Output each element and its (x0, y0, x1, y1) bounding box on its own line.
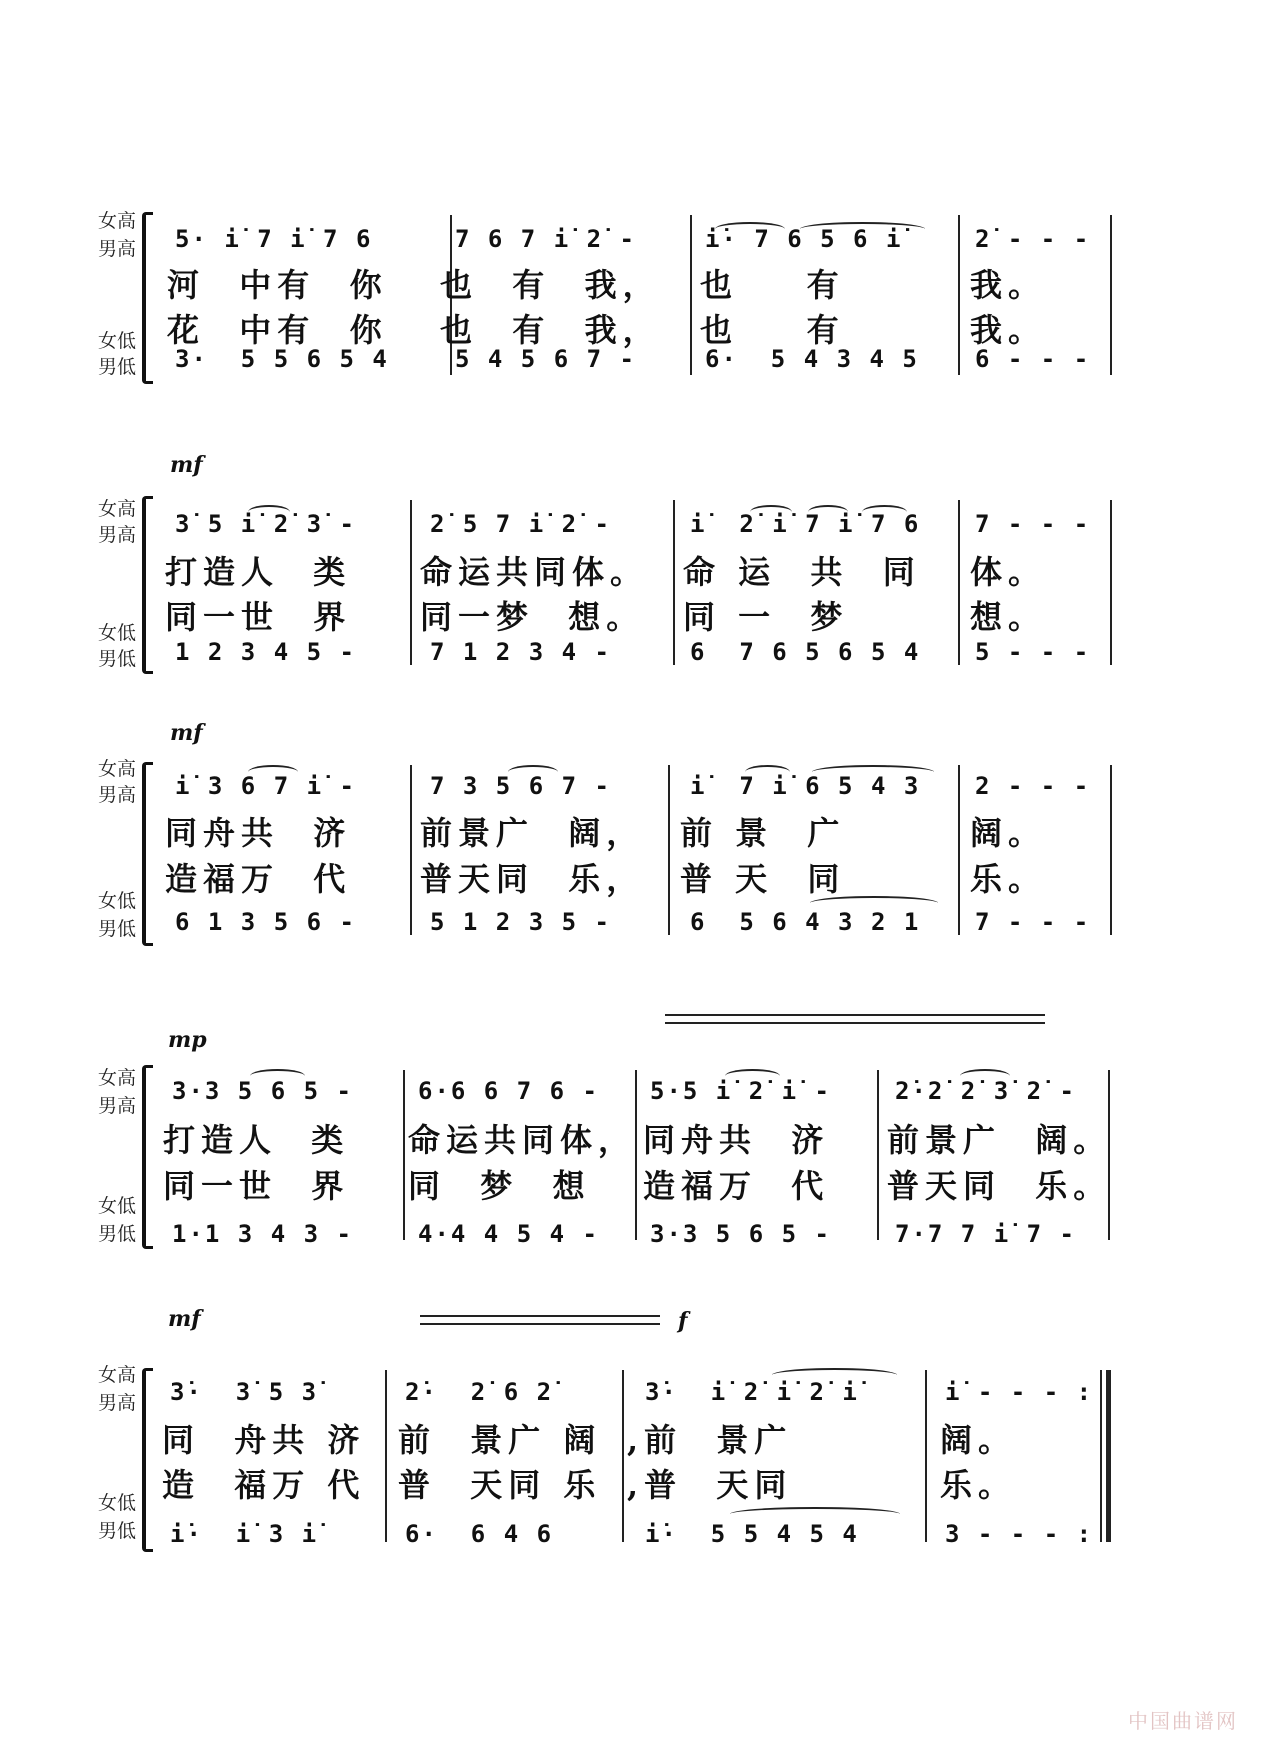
upper-measure: 3·3 5 6 5 - (172, 1077, 353, 1105)
lyric-line-1: 前景广 阔。 (887, 1121, 1112, 1159)
system-brace (142, 212, 153, 384)
lyric-line-2: 造 福万 代 (162, 1466, 366, 1504)
lower-measure: 7 - - - (975, 908, 1091, 936)
upper-part-label-2: 男高 (98, 238, 137, 260)
lyric-line-1: 我。 (970, 266, 1047, 304)
dynamic-marking: mp (168, 1027, 207, 1053)
lyric-line-1: 命 运 共 同 (683, 553, 921, 591)
slur (508, 765, 558, 779)
lower-measure: 3 - - - : (945, 1520, 1094, 1548)
barline (925, 1370, 927, 1542)
upper-part-label-2: 男高 (98, 1095, 137, 1117)
lower-part-label-1: 女低 (98, 1492, 137, 1514)
barline (958, 500, 960, 665)
slur (750, 505, 792, 519)
decrescendo-hairpin (665, 1014, 1045, 1024)
lyric-line-1: 打造人 类 (163, 1121, 350, 1159)
slur (745, 765, 790, 779)
upper-measure: 2̇ 5 7 i̇ 2̇ - (430, 510, 611, 538)
lyric-line-2: 也 有 (700, 311, 845, 349)
upper-part-label-2: 男高 (98, 784, 137, 806)
slur (810, 896, 938, 910)
slur (248, 505, 290, 519)
lower-measure: 6 - - - (975, 345, 1091, 373)
lyric-line-2: 普天同 乐。 (887, 1167, 1112, 1205)
lyric-line-2: 同一世 界 (165, 598, 352, 636)
slur (730, 1507, 900, 1521)
lower-part-label-2: 男低 (98, 1223, 137, 1245)
upper-part-label-1: 女高 (98, 210, 137, 232)
upper-measure: 7 3 5 6 7 - (430, 772, 611, 800)
system-brace (142, 1368, 153, 1552)
upper-measure: i̇ 7 i̇ 6 5 4 3 (690, 772, 921, 800)
system-brace (142, 762, 153, 946)
dynamic-marking: mf (170, 452, 203, 478)
slur (808, 505, 848, 519)
lower-measure: 5 4 5 6 7 - (455, 345, 636, 373)
slur (960, 1069, 1010, 1083)
slur (715, 222, 785, 236)
barline (410, 500, 412, 665)
barline (385, 1370, 387, 1542)
lyric-line-1: 前景广 阔， (420, 814, 645, 852)
lyric-line-2: 乐。 (970, 860, 1047, 898)
lower-measure: 6 7 6 5 6 5 4 (690, 638, 921, 666)
barline (673, 500, 675, 665)
barline-end (1110, 215, 1112, 375)
lyric-line-2: 造福万 代 (643, 1167, 830, 1205)
lyric-line-2: 普 天同 乐 (398, 1466, 602, 1504)
lyric-line-2: 我。 (970, 311, 1047, 349)
upper-part-label-1: 女高 (98, 498, 137, 520)
upper-measure: 3̇ 5 i̇ 2̇ 3̇ - (175, 510, 356, 538)
barline (958, 215, 960, 375)
lyric-line-1: 河 中有 你 (167, 266, 388, 304)
lower-measure: 3·3 5 6 5 - (650, 1220, 831, 1248)
lower-measure: 5 1 2 3 5 - (430, 908, 611, 936)
lower-measure: 6· 6 4 6 (405, 1520, 554, 1548)
barline-end (1110, 765, 1112, 935)
barline (622, 1370, 624, 1542)
dynamic-marking: mf (168, 1306, 201, 1332)
lyric-line-2: 同 梦 想 (408, 1167, 591, 1205)
upper-measure: 3̇· i̇ 2̇ i̇ 2̇ i̇ (645, 1378, 859, 1406)
lyric-line-2: ,普 天同 (627, 1466, 793, 1504)
slur (248, 765, 298, 779)
lyric-line-1: ,前 景广 (627, 1421, 793, 1459)
lyric-line-1: 同舟共 济 (165, 814, 352, 852)
lyric-line-2: 同一梦 想。 (420, 598, 645, 636)
crescendo-hairpin (420, 1315, 660, 1325)
barline-end (1100, 1370, 1102, 1542)
lyric-line-1: 命运共同体。 (420, 553, 649, 591)
lyric-line-1: 阔。 (940, 1421, 1017, 1459)
upper-measure: 7 6 7 i̇ 2̇ - (455, 225, 636, 253)
lyric-line-1: 打造人 类 (165, 553, 352, 591)
lower-part-label-2: 男低 (98, 1520, 137, 1542)
lyric-line-2: 乐。 (940, 1466, 1017, 1504)
slur (250, 1069, 305, 1083)
lower-measure: 3· 5 5 6 5 4 (175, 345, 389, 373)
slur (772, 1368, 897, 1382)
lyric-line-2: 普天同 乐， (420, 860, 645, 898)
lower-measure: i̇· i̇ 3 i̇ (170, 1520, 319, 1548)
lyric-line-2: 普 天 同 (680, 860, 846, 898)
upper-measure: 3̇· 3̇ 5 3̇ (170, 1378, 319, 1406)
barline (410, 765, 412, 935)
lower-measure: 4·4 4 5 4 - (418, 1220, 599, 1248)
lyric-line-2: 也 有 我， (440, 311, 661, 349)
barline-end (1110, 500, 1112, 665)
barline (403, 1070, 405, 1240)
lower-part-label-2: 男低 (98, 356, 137, 378)
lyric-line-1: 同舟共 济 (643, 1121, 830, 1159)
lyric-line-2: 想。 (970, 598, 1047, 636)
lyric-line-1: 也 有 (700, 266, 845, 304)
lyric-line-1: 体。 (970, 553, 1047, 591)
upper-part-label-1: 女高 (98, 1364, 137, 1386)
upper-measure: 2̇·2̇ 2̇ 3̇ 2̇ - (895, 1077, 1076, 1105)
system-brace (142, 496, 153, 674)
lower-measure: i̇· 5 5 4 5 4 (645, 1520, 859, 1548)
upper-measure: 5·5 i̇ 2̇ i̇ - (650, 1077, 831, 1105)
lower-measure: 1·1 3 4 3 - (172, 1220, 353, 1248)
lower-part-label-1: 女低 (98, 330, 137, 352)
barline (668, 765, 670, 935)
dynamic-marking-forte: f (678, 1308, 688, 1334)
upper-measure: 2 - - - (975, 772, 1091, 800)
upper-measure: i̇ - - - : (945, 1378, 1094, 1406)
slur (862, 505, 907, 519)
lyric-line-1: 前 景广 阔 (398, 1421, 602, 1459)
upper-measure: 7 - - - (975, 510, 1091, 538)
barline (690, 215, 692, 375)
upper-measure: i̇ 3 6 7 i̇ - (175, 772, 356, 800)
lower-measure: 5 - - - (975, 638, 1091, 666)
slur (812, 765, 934, 779)
upper-part-label-2: 男高 (98, 524, 137, 546)
slur (800, 222, 925, 236)
lower-measure: 6 1 3 5 6 - (175, 908, 356, 936)
lyric-line-1: 前 景 广 (680, 814, 846, 852)
lyric-line-1: 阔。 (970, 814, 1047, 852)
lower-measure: 1 2 3 4 5 - (175, 638, 356, 666)
system-brace (142, 1065, 153, 1249)
lower-part-label-1: 女低 (98, 890, 137, 912)
barline (958, 765, 960, 935)
lyric-line-1: 同 舟共 济 (162, 1421, 366, 1459)
upper-part-label-2: 男高 (98, 1392, 137, 1414)
lower-part-label-2: 男低 (98, 918, 137, 940)
lyric-line-2: 同一世 界 (163, 1167, 350, 1205)
upper-measure: 6·6 6 7 6 - (418, 1077, 599, 1105)
lyric-line-2: 同 一 梦 (683, 598, 849, 636)
lower-measure: 7 1 2 3 4 - (430, 638, 611, 666)
upper-part-label-1: 女高 (98, 1067, 137, 1089)
upper-measure: i̇ 2̇ i̇ 7 i̇ 7 6 (690, 510, 921, 538)
upper-part-label-1: 女高 (98, 758, 137, 780)
lower-part-label-2: 男低 (98, 648, 137, 670)
lower-measure: 6 5 6 4 3 2 1 (690, 908, 921, 936)
lyric-line-2: 花 中有 你 (167, 311, 388, 349)
upper-measure: i̇· 7 6 5 6 i̇ (705, 225, 903, 253)
upper-measure: 2̇· 2̇ 6 2̇ (405, 1378, 554, 1406)
slur (725, 1069, 780, 1083)
lower-part-label-1: 女低 (98, 622, 137, 644)
lyric-line-1: 命运共同体， (408, 1121, 637, 1159)
watermark: 中国曲谱网 (1128, 1709, 1238, 1733)
upper-measure: 2̇ - - - (975, 225, 1091, 253)
upper-measure: 5· i̇ 7 i̇ 7 6 (175, 225, 373, 253)
lyric-line-1: 也 有 我， (440, 266, 661, 304)
dynamic-marking: mf (170, 720, 203, 746)
barline (877, 1070, 879, 1240)
lower-measure: 6· 5 4 3 4 5 (705, 345, 919, 373)
lower-measure: 7·7 7 i̇ 7 - (895, 1220, 1076, 1248)
repeat-barline (1106, 1370, 1111, 1542)
lower-part-label-1: 女低 (98, 1195, 137, 1217)
lyric-line-2: 造福万 代 (165, 860, 352, 898)
